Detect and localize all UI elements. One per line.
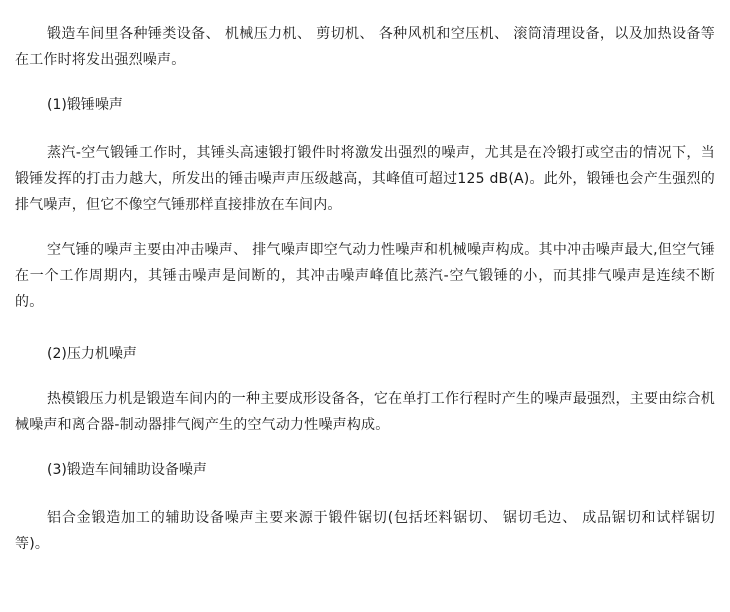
paragraph-aluminum-sawing: 铝合金锻造加工的辅助设备噪声主要来源于锻件锯切(包括坯料锯切、 锯切毛边、 成品锯切和试样锯切等)。 xyxy=(15,510,715,552)
section-heading-auxiliary-equipment: (3)锻造车间辅助设备噪声 xyxy=(47,462,207,478)
section-heading-forging-hammer: (1)锻锤噪声 xyxy=(47,97,123,113)
paragraph-steam-air-hammer: 蒸汽-空气锻锤工作时，其锤头高速锻打锻件时将激发出强烈的噪声，尤其是在冷锻打或空击的情况下，当锻锤发挥的打击力越大，所发出的锤击噪声声压级越高，其峰值可超过125 dB(A)。此外，锻锤也会产生强烈的排气噪声，但它不像空气锤那样直接排放在车间内。 xyxy=(15,145,715,213)
paragraph-intro: 锻造车间里各种锤类设备、 机械压力机、 剪切机、 各种风机和空压机、 滚筒清理设备，以及加热设备等在工作时将发出强烈噪声。 xyxy=(15,26,715,68)
paragraph-hot-die-press: 热模锻压力机是锻造车间内的一种主要成形设备各，它在单打工作行程时产生的噪声最强烈，主要由综合机械噪声和离合器-制动器排气阀产生的空气动力性噪声构成。 xyxy=(15,391,715,433)
paragraph-air-hammer: 空气锤的噪声主要由冲击噪声、 排气噪声即空气动力性噪声和机械噪声构成。其中冲击噪声最大,但空气锤在一个工作周期内，其锤击噪声是间断的，其冲击噪声峰值比蒸汽-空气锻锤的小，而其排气噪声是连续不断的。 xyxy=(15,242,715,310)
section-heading-press: (2)压力机噪声 xyxy=(47,346,137,362)
